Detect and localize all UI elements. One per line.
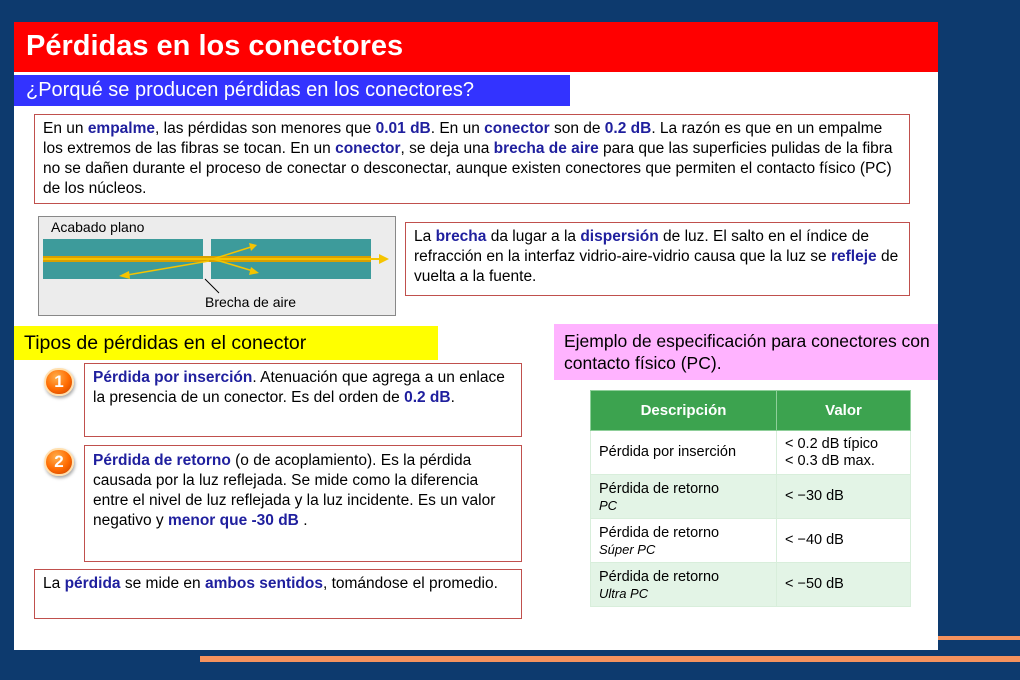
row-value: < −50 dB: [777, 563, 911, 607]
row-description: Pérdida de retorno PC: [591, 475, 777, 519]
header-description: Descripción: [591, 391, 777, 431]
spec-header-bar: [554, 324, 938, 380]
insertion-loss-box: [84, 363, 522, 437]
table-row: [591, 563, 911, 607]
spec-header: Ejemplo de especificación para conectores con contacto físico (PC).: [564, 331, 930, 373]
air-gap-diagram: [38, 216, 396, 316]
row-value: < 0.2 dB típico < 0.3 dB max.: [777, 431, 911, 475]
number-badge-1: 1: [44, 368, 74, 396]
intro-box: [34, 114, 910, 204]
header-value: Valor: [777, 391, 911, 431]
slide: [14, 22, 938, 650]
row-description: Pérdida de retorno Súper PC: [591, 519, 777, 563]
row-value: < −30 dB: [777, 475, 911, 519]
row-description: Pérdida por inserción: [591, 431, 777, 475]
return-loss-box: [84, 445, 522, 562]
insertion-loss-text: Pérdida por inserción. Atenuación que agrega a un enlace la presencia de un conector. Es del orden de 0.2 dB.: [93, 369, 505, 406]
label-air-gap: Brecha de aire: [205, 294, 297, 310]
intro-text: En un empalme, las pérdidas son menores que 0.01 dB. En un conector son de 0.2 dB. La razón es que en un empalme los extremos de las fibras se tocan. En un conector, se deja una brecha de aire para que las superficies pulidas de la fibra no se dañen durante el proceso de conectar o desconectar, aunque existen conectores que permiten el contacto físico (PC) de los núcleos.: [43, 120, 893, 197]
fiber-lower-right: [211, 262, 371, 279]
table-row: [591, 475, 911, 519]
subtitle-bar: [14, 75, 570, 106]
spec-table: [590, 390, 911, 607]
fiber-upper-left: [43, 239, 203, 256]
title-bar: [14, 22, 938, 72]
measurement-text: La pérdida se mide en ambos sentidos, tomándose el promedio.: [43, 575, 498, 592]
types-header: Tipos de pérdidas en el conector: [24, 332, 307, 354]
number-badge-2: 2: [44, 448, 74, 476]
accent-line-short: [938, 636, 1020, 640]
label-flat-finish: Acabado plano: [51, 219, 145, 235]
slide-title: Pérdidas en los conectores: [26, 30, 404, 62]
table-row: [591, 519, 911, 563]
reflection-text: La brecha da lugar a la dispersión de luz. El salto en el índice de refracción en la interfaz vidrio-aire-vidrio causa que la luz se refleje de vuelta a la fuente.: [414, 228, 899, 285]
row-value: < −40 dB: [777, 519, 911, 563]
table-header-row: [591, 391, 911, 431]
fiber-upper-right: [211, 239, 371, 256]
types-header-bar: [14, 326, 438, 360]
gap-pointer: [205, 279, 219, 293]
accent-line-long: [200, 656, 1020, 662]
measurement-box: [34, 569, 522, 619]
return-loss-text: Pérdida de retorno (o de acoplamiento). Es la pérdida causada por la luz reflejada. Se mide como la diferencia entre el nivel de luz reflejada y la luz incidente. Es un valor negativo y menor que -30 dB .: [93, 452, 496, 529]
table-row: [591, 431, 911, 475]
row-description: Pérdida de retorno Ultra PC: [591, 563, 777, 607]
slide-subtitle: ¿Porqué se producen pérdidas en los conectores?: [26, 79, 475, 101]
arrow-right-icon: [379, 254, 389, 264]
reflection-box: [405, 222, 910, 296]
